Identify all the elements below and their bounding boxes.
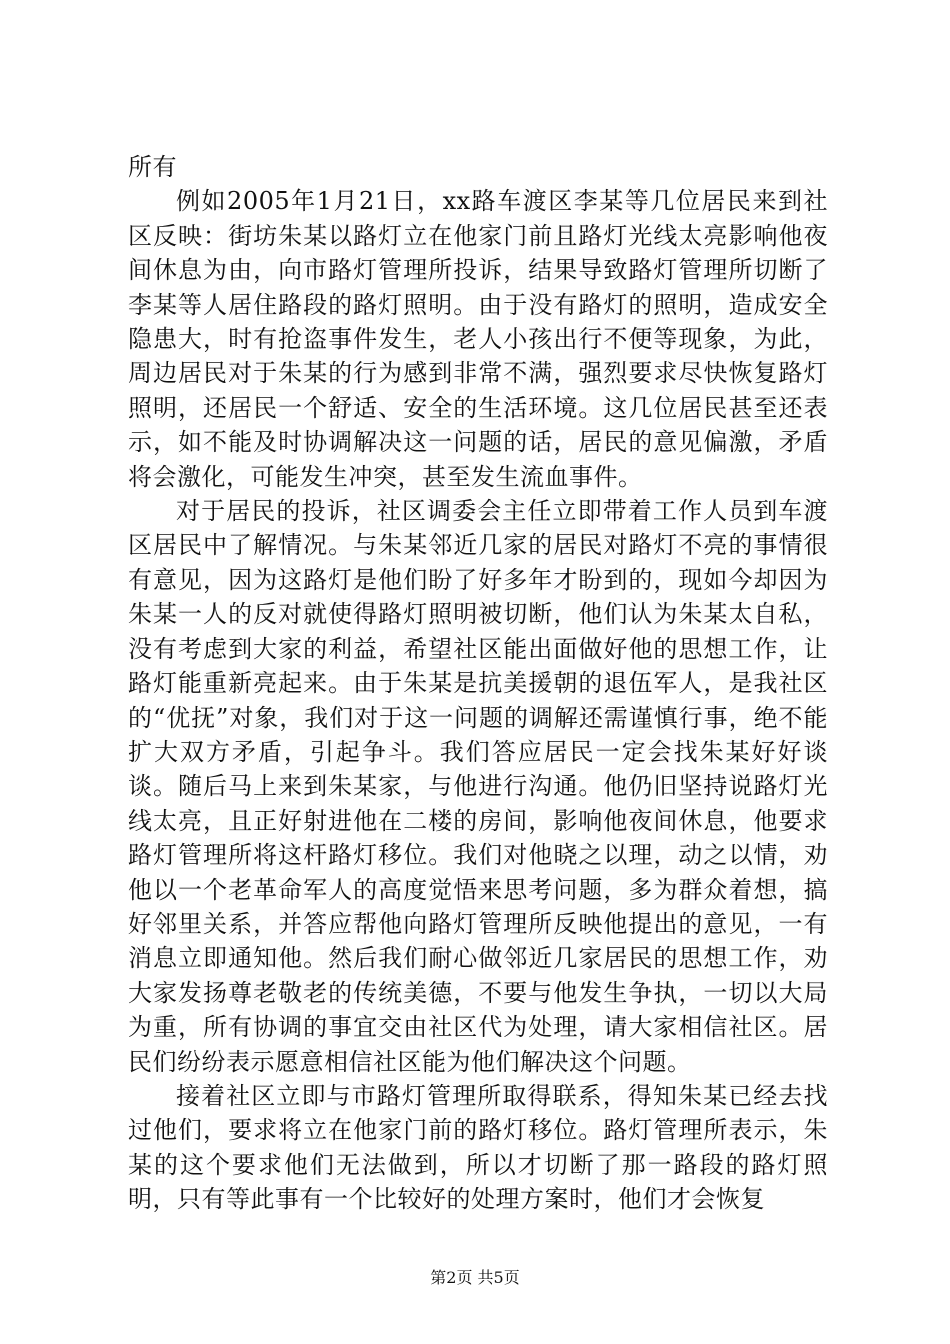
- paragraph-investigation: 对于居民的投诉，社区调委会主任立即带着工作人员到车渡区居民中了解情况。与朱某邻近几家的居民对路灯不亮的事情很有意见，因为这路灯是他们盼了好多年才盼到的，现如今却因为朱某一人的反对就使得路灯照明被切断，他们认为朱某太自私，没有考虑到大家的利益，希望社区能出面做好他的思想工作，让路灯能重新亮起来。由于朱某是抗美援朝的退伍军人，是我社区的“优抚”对象，我们对于这一问题的调解还需谨慎行事，绝不能扩大双方矛盾，引起争斗。我们答应居民一定会找朱某好好谈谈。随后马上来到朱某家，与他进行沟通。他仍旧坚持说路灯光线太亮，且正好射进他在二楼的房间，影响他夜间休息，他要求路灯管理所将这杆路灯移位。我们对他晓之以理，动之以情，劝他以一个老革命军人的高度觉悟来思考问题，多为群众着想，搞好邻里关系，并答应帮他向路灯管理所反映他提出的意见，一有消息立即通知他。然后我们耐心做邻近几家居民的思想工作，劝大家发扬尊老敬老的传统美德，不要与他发生争执，一切以大局为重，所有协调的事宜交由社区代为处理，请大家相信社区。居民们纷纷表示愿意相信社区能为他们解决这个问题。: [128, 497, 828, 1076]
- paragraph-contact-management: 接着社区立即与市路灯管理所取得联系，得知朱某已经去找过他们，要求将立在他家门前的路灯移位。路灯管理所表示，朱某的这个要求他们无法做到，所以才切断了那一路段的路灯照明，只有等此事有一个比较好的处理方案时，他们才会恢复: [128, 1081, 828, 1214]
- paragraph-complaint: 例如2005年1月21日，xx路车渡区李某等几位居民来到社区反映：街坊朱某以路灯立在他家门前且路灯光线太亮影响他夜间休息为由，向市路灯管理所投诉，结果导致路灯管理所切断了李某等人居住路段的路灯照明。由于没有路灯的照明，造成安全隐患大，时有抢盗事件发生，老人小孩出行不便等现象，为此，周边居民对于朱某的行为感到非常不满，强烈要求尽快恢复路灯照明，还居民一个舒适、安全的生活环境。这几位居民甚至还表示，如不能及时协调解决这一问题的话，居民的意见偏激，矛盾将会激化，可能发生冲突，甚至发生流血事件。: [128, 187, 828, 491]
- paragraph-continuation: 所有: [128, 153, 177, 181]
- page-number-footer: 第2页 共5页: [430, 1268, 520, 1287]
- document-body: [128, 150, 828, 1217]
